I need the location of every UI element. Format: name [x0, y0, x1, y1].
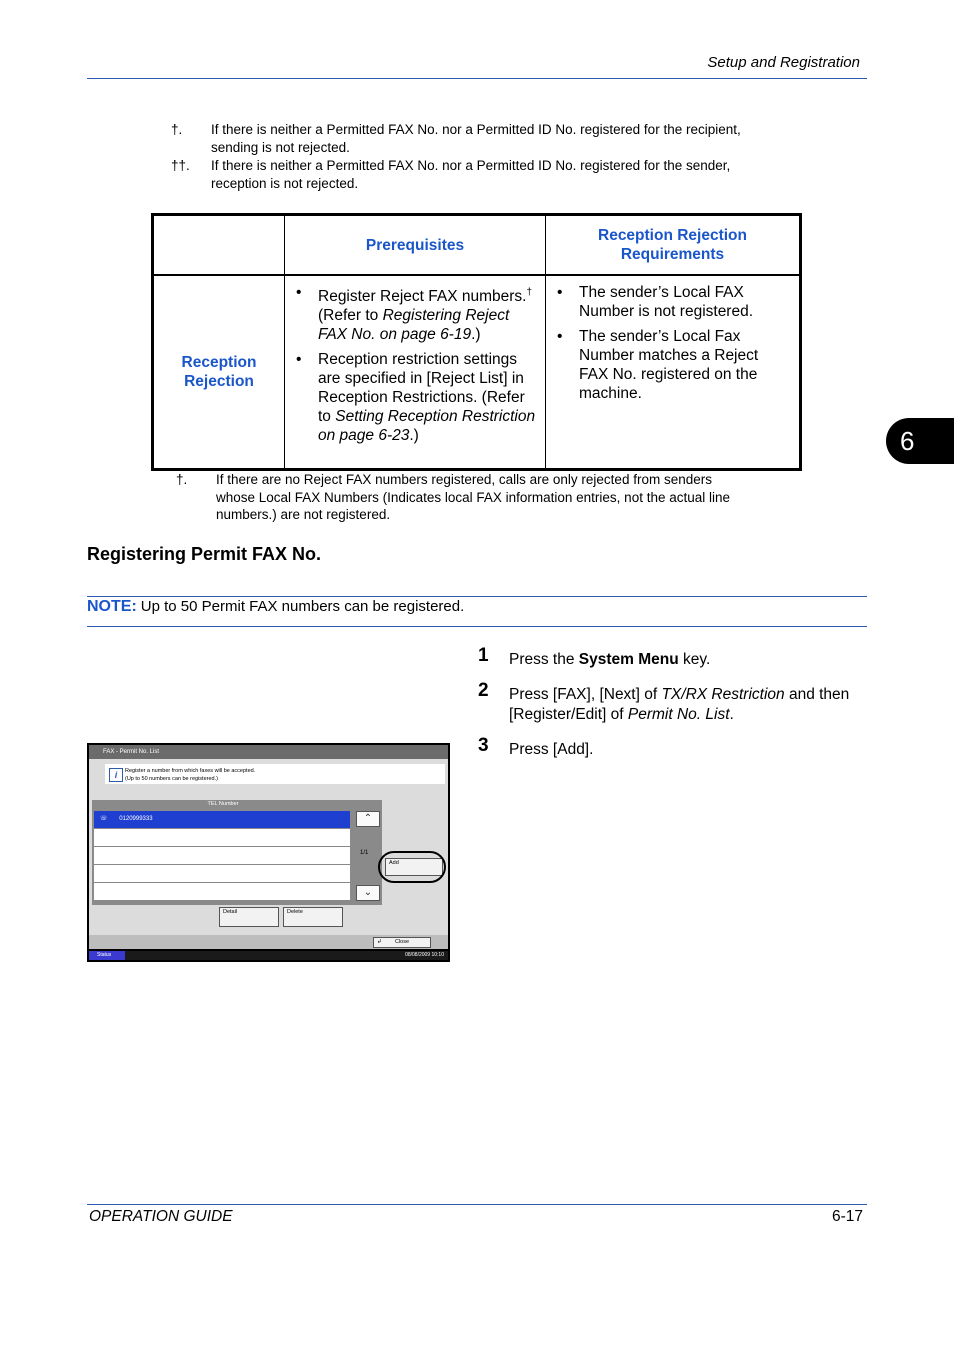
- date-time: 08/08/2009 10:10: [405, 952, 444, 958]
- screen-body: [89, 745, 448, 949]
- footnote-table: [176, 471, 816, 525]
- chevron-down-icon: ⌄: [363, 887, 373, 898]
- footnote-line: reception is not rejected.: [211, 175, 359, 191]
- text: .): [471, 326, 481, 344]
- list-item: [318, 283, 536, 344]
- info-icon: i: [109, 768, 123, 782]
- page-number: 6-17: [831, 1208, 863, 1225]
- screen-title: FAX - Permit No. List: [89, 745, 448, 759]
- list-row[interactable]: [94, 811, 350, 829]
- delete-button[interactable]: Delete: [283, 907, 343, 927]
- scroll-down-button[interactable]: [356, 885, 380, 901]
- scroll-up-button[interactable]: [356, 811, 380, 827]
- footnote-line: sending is not rejected.: [211, 139, 350, 155]
- footnote-line: If there is neither a Permitted FAX No. nor a Permitted ID No. registered for the recipient,: [211, 122, 741, 137]
- close-label: Close: [394, 939, 410, 945]
- chapter-tab: 6: [886, 418, 954, 464]
- status-button[interactable]: Status: [89, 951, 125, 960]
- note-rule-top: [87, 596, 867, 597]
- header-rule: [87, 78, 867, 79]
- footnote-text: [211, 157, 730, 192]
- row-label-line: Reception: [181, 354, 257, 371]
- header-requirements-line: Reception Rejection: [598, 227, 747, 244]
- cross-reference: Registering Reject FAX No. on page 6-19: [318, 307, 510, 344]
- text: and then [Register/Edit] of: [509, 686, 850, 723]
- cross-reference: Setting Reception Restriction on page 6-23: [318, 408, 536, 445]
- row-label-line: Rejection: [184, 373, 254, 390]
- requirements-list: [547, 283, 790, 403]
- footnote-mark: ††.: [171, 158, 190, 173]
- note-text: Up to 50 Permit FAX numbers can be registered.: [140, 598, 465, 615]
- step-text: [509, 650, 869, 670]
- footnote-text: [216, 471, 730, 524]
- table-corner-cell: [153, 215, 285, 276]
- list-header: TEL Number: [207, 801, 239, 807]
- footnote-text: [211, 121, 741, 156]
- list-item: [318, 350, 536, 445]
- footnote-mark: †.: [176, 472, 188, 487]
- prerequisites-list: [286, 283, 536, 445]
- text: key.: [678, 651, 711, 668]
- step-text: Press [Add].: [509, 741, 594, 758]
- step-number: 2: [478, 680, 489, 701]
- footnote-line: If there are no Reject FAX numbers registered, calls are only rejected from senders: [216, 472, 712, 487]
- note: [87, 598, 464, 616]
- screen-bottom-bar: [89, 935, 448, 949]
- message-line: Register a number from which faxes will be accepted.: [125, 768, 256, 774]
- list-row[interactable]: [94, 829, 350, 847]
- add-button[interactable]: Add: [385, 858, 443, 876]
- page-indicator: 1/1: [360, 850, 369, 856]
- list-row[interactable]: [94, 865, 350, 883]
- footnote-dagger: [171, 121, 811, 157]
- header-requirements-line: Requirements: [620, 246, 725, 263]
- text: Register Reject FAX numbers.: [318, 288, 527, 306]
- step-text: [509, 685, 869, 725]
- device-screen: [87, 743, 450, 962]
- footer-rule: [87, 1204, 867, 1205]
- footnote-mark: †.: [171, 122, 183, 137]
- key-name: System Menu: [578, 651, 679, 668]
- note-rule-bottom: [87, 626, 867, 627]
- text: Press the: [509, 651, 579, 668]
- running-header: Setup and Registration: [707, 54, 860, 71]
- tel-number-list: [92, 800, 382, 905]
- note-label: NOTE:: [87, 598, 137, 615]
- footnote-line: whose Local FAX Numbers (Indicates local FAX information entries, not the actual line: [216, 489, 731, 505]
- footnote-line: If there is neither a Permitted FAX No. nor a Permitted ID No. registered for the sender,: [211, 158, 731, 173]
- prerequisites-cell: [285, 275, 546, 470]
- header-requirements: [546, 215, 801, 276]
- status-bar: [89, 951, 448, 960]
- return-icon: ↲: [377, 939, 382, 945]
- screen-message: [105, 764, 445, 784]
- row-number: 0120999333: [119, 816, 153, 822]
- footnote-line: numbers.) are not registered.: [216, 507, 391, 522]
- step-number: 1: [478, 645, 489, 666]
- menu-name: Permit No. List: [627, 706, 730, 723]
- footer-guide-title: OPERATION GUIDE: [89, 1208, 233, 1225]
- list-item: • The sender’s Local Fax Number matches a Reject FAX No. registered on the machine.: [579, 327, 790, 403]
- text: Press [FAX], [Next] of: [509, 686, 662, 703]
- close-button[interactable]: [373, 937, 431, 948]
- text: (Refer to: [318, 307, 383, 325]
- menu-name: TX/RX Restriction: [661, 686, 785, 703]
- text: .: [729, 706, 734, 723]
- list-item: • The sender’s Local FAX Number is not registered.: [579, 283, 790, 321]
- header-prerequisites: Prerequisites: [285, 215, 546, 276]
- list-row[interactable]: [94, 847, 350, 865]
- footnote-double-dagger: [171, 157, 811, 193]
- step-number: 3: [478, 735, 489, 756]
- text: .): [409, 427, 419, 445]
- message-line: (Up to 50 numbers can be registered.): [125, 776, 218, 782]
- section-title: Registering Permit FAX No.: [87, 544, 322, 564]
- dagger-ref: †: [526, 287, 533, 298]
- chevron-up-icon: ⌃: [363, 813, 373, 824]
- rejection-table: [151, 213, 802, 471]
- highlight-circle: [378, 851, 446, 883]
- detail-button[interactable]: Detail: [219, 907, 279, 927]
- row-label-reception-rejection: [153, 275, 285, 470]
- text: Reception restriction settings are specified in [Reject List] in Reception Restrictions. (Refer to: [318, 351, 525, 426]
- fax-icon: ☏: [100, 816, 108, 822]
- requirements-cell: [546, 275, 801, 470]
- list-row[interactable]: [94, 883, 350, 901]
